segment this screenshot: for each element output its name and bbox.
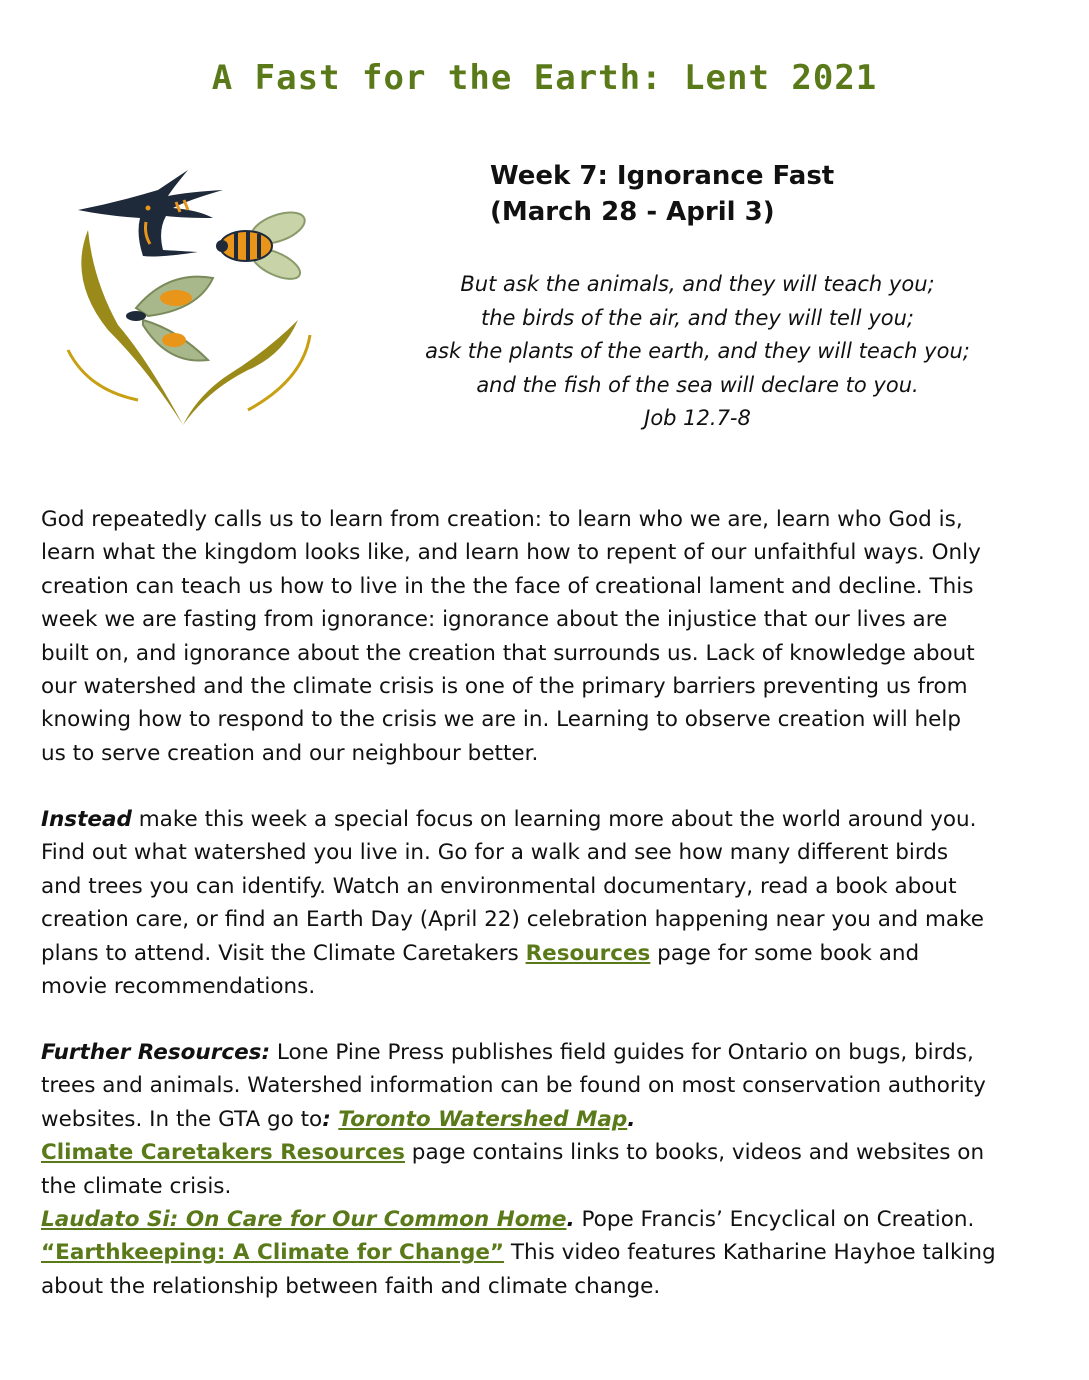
text-line: Climate Caretakers Resources page contains links to books, videos and websites on bbox=[41, 1140, 985, 1166]
bird-icon bbox=[78, 170, 223, 257]
text-line: Further Resources: Lone Pine Press publishes field guides for Ontario on bugs, birds, bbox=[41, 1040, 974, 1065]
text-line: week we are fasting from ignorance: ignorance about the injustice that our lives are bbox=[41, 607, 948, 633]
instead-lead: Instead bbox=[41, 807, 132, 832]
text-line: trees and animals. Watershed information can be found on most conservation authority bbox=[41, 1073, 986, 1099]
verse-line: the birds of the air, and they will tell you; bbox=[481, 305, 914, 330]
laudato-si-link[interactable]: Laudato Si: On Care for Our Common Home bbox=[41, 1207, 567, 1233]
week-heading bbox=[490, 158, 1050, 230]
further-resources-lead: Further Resources: bbox=[41, 1040, 271, 1065]
climate-caretakers-resources-link[interactable]: Climate Caretakers Resources bbox=[41, 1140, 405, 1166]
nature-illustration bbox=[48, 160, 320, 440]
moth-icon bbox=[126, 277, 213, 361]
bee-icon bbox=[216, 206, 309, 285]
scripture-quote bbox=[400, 268, 995, 436]
resources-link[interactable]: Resources bbox=[525, 940, 651, 966]
text-line: creation care, or find an Earth Day (April 22) celebration happening near you and make bbox=[41, 907, 985, 933]
instead-paragraph bbox=[41, 803, 1051, 1003]
text-line: Find out what watershed you live in. Go for a walk and see how many different birds bbox=[41, 840, 949, 866]
further-resources-paragraph bbox=[41, 1036, 1051, 1303]
text-line: our watershed and the climate crisis is one of the primary barriers preventing us from bbox=[41, 674, 968, 700]
text-line: and trees you can identify. Watch an environmental documentary, read a book about bbox=[41, 873, 957, 899]
text-line: “Earthkeeping: A Climate for Change” This video features Katharine Hayhoe talking bbox=[41, 1240, 996, 1266]
text-line: learn what the kingdom looks like, and learn how to repent of our unfaithful ways. Only bbox=[41, 540, 981, 566]
week-title: Week 7: Ignorance Fast bbox=[490, 161, 835, 191]
text-line: Laudato Si: On Care for Our Common Home. Pope Francis’ Encyclical on Creation. bbox=[41, 1207, 975, 1233]
earthkeeping-video-link[interactable]: “Earthkeeping: A Climate for Change” bbox=[41, 1240, 505, 1266]
text-line: plans to attend. Visit the Climate Caretakers Resources page for some book and bbox=[41, 940, 920, 966]
text-line: creation can teach us how to live in the the face of creational lament and decline. This bbox=[41, 573, 974, 599]
toronto-watershed-map-link[interactable]: Toronto Watershed Map bbox=[338, 1106, 628, 1132]
text-line: us to serve creation and our neighbour better. bbox=[41, 740, 539, 766]
intro-paragraph bbox=[41, 503, 1051, 770]
text-line: built on, and ignorance about the creation that surrounds us. Lack of knowledge about bbox=[41, 640, 975, 666]
verse-citation: Job 12.7-8 bbox=[644, 406, 751, 430]
text-line: knowing how to respond to the crisis we are in. Learning to observe creation will help bbox=[41, 707, 961, 733]
text-line: God repeatedly calls us to learn from creation: to learn who we are, learn who God is, bbox=[41, 507, 963, 532]
text-line: movie recommendations. bbox=[41, 974, 316, 1000]
verse-line: But ask the animals, and they will teach you; bbox=[460, 272, 935, 296]
verse-line: and the fish of the sea will declare to you. bbox=[476, 372, 919, 397]
text-line: about the relationship between faith and climate change. bbox=[41, 1273, 661, 1299]
week-dates: (March 28 - April 3) bbox=[490, 197, 775, 227]
text-line: the climate crisis. bbox=[41, 1173, 232, 1199]
text-line: websites. In the GTA go to: Toronto Watershed Map. bbox=[41, 1106, 636, 1132]
verse-line: ask the plants of the earth, and they will teach you; bbox=[425, 339, 970, 363]
text-line: Instead make this week a special focus on learning more about the world around you. bbox=[41, 807, 977, 832]
page-title: A Fast for the Earth: Lent 2021 bbox=[211, 58, 878, 98]
